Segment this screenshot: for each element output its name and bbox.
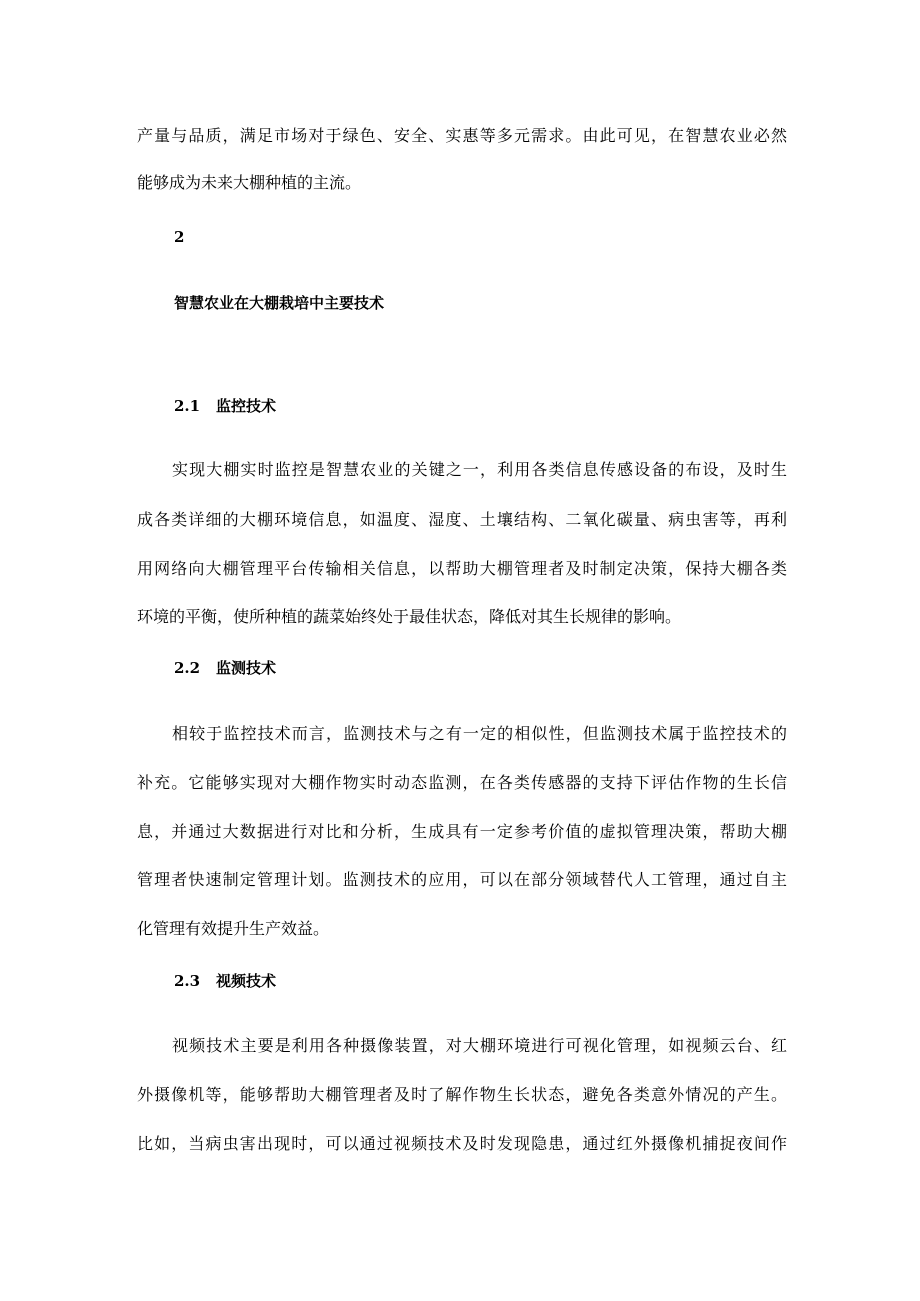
section-2-3-line-1: 视频技术主要是利用各种摄像装置，对大棚环境进行可视化管理，如视频云台、红 [172, 1036, 787, 1055]
section-2-2-line-5: 化管理有效提升生产效益。 [137, 919, 330, 938]
section-2-3-number: 2.3 [174, 972, 201, 990]
section-2-2-line-2: 补充。它能够实现对大棚作物实时动态监测，在各类传感器的支持下评估作物的生长信 [137, 773, 787, 792]
section-2-2-line-1: 相较于监控技术而言，监测技术与之有一定的相似性，但监测技术属于监控技术的 [172, 724, 787, 743]
section-2-1-line-2: 成各类详细的大棚环境信息，如温度、湿度、土壤结构、二氧化碳量、病虫害等，再利 [137, 510, 787, 529]
section-2-3-title: 视频技术 [216, 972, 277, 990]
intro-line-2: 能够成为未来大棚种植的主流。 [137, 173, 362, 192]
section-2-2-line-3: 息，并通过大数据进行对比和分析，生成具有一定参考价值的虚拟管理决策，帮助大棚 [137, 822, 787, 841]
section-2-1-line-1: 实现大棚实时监控是智慧农业的关键之一，利用各类信息传感设备的布设，及时生 [172, 460, 787, 479]
section-2-number: 2 [174, 228, 185, 246]
section-2-title: 智慧农业在大棚栽培中主要技术 [174, 294, 385, 312]
section-2-1-title: 监控技术 [216, 397, 277, 415]
section-2-2-title: 监测技术 [216, 659, 277, 677]
section-2-1-line-3: 用网络向大棚管理平台传输相关信息，以帮助大棚管理者及时制定决策，保持大棚各类 [137, 559, 787, 578]
section-2-1-number: 2.1 [174, 397, 201, 415]
section-2-1-line-4: 环境的平衡，使所种植的蔬菜始终处于最佳状态，降低对其生长规律的影响。 [137, 607, 682, 626]
intro-line-1: 产量与品质，满足市场对于绿色、安全、实惠等多元需求。由此可见，在智慧农业必然 [137, 126, 787, 145]
section-2-2-line-4: 管理者快速制定管理计划。监测技术的应用，可以在部分领域替代人工管理，通过自主 [137, 870, 787, 889]
section-2-2-number: 2.2 [174, 659, 201, 677]
section-2-3-line-3: 比如，当病虫害出现时，可以通过视频技术及时发现隐患，通过红外摄像机捕捉夜间作 [137, 1134, 787, 1153]
section-2-3-line-2: 外摄像机等，能够帮助大棚管理者及时了解作物生长状态，避免各类意外情况的产生。 [137, 1085, 787, 1104]
